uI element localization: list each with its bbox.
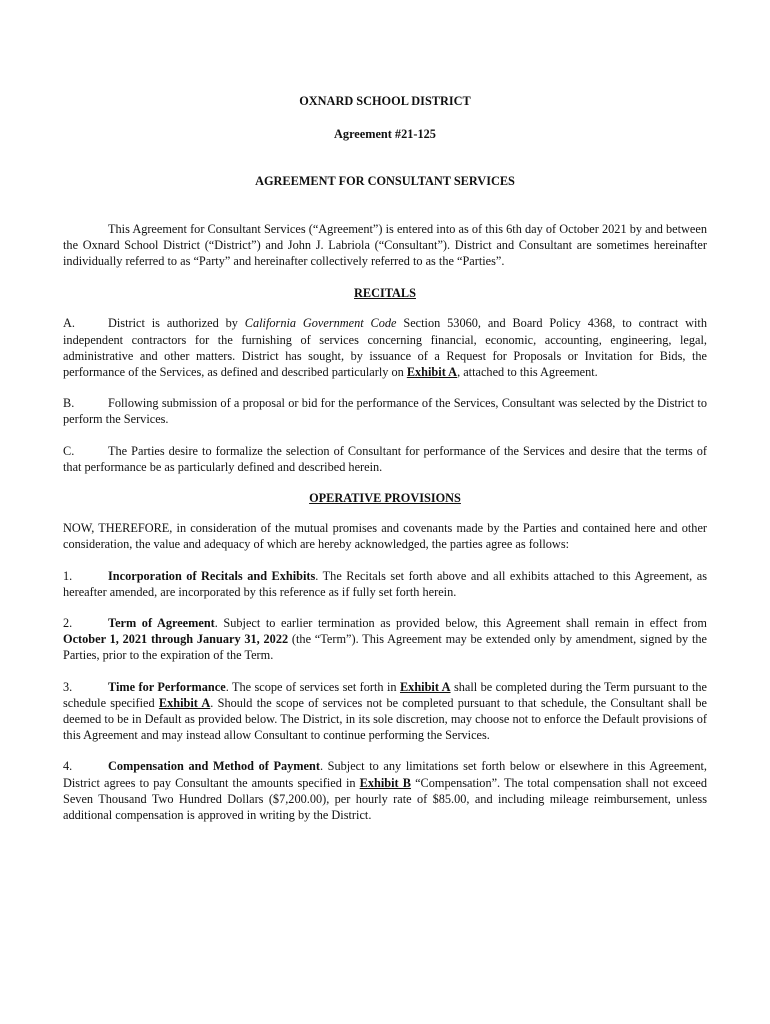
exhibit-a-reference: Exhibit A <box>158 695 211 710</box>
provision-1-title: Incorporation of Recitals and Exhibits <box>108 568 316 583</box>
recital-a-label: A. <box>63 316 75 331</box>
document-title: AGREEMENT FOR CONSULTANT SERVICES <box>255 174 515 189</box>
district-name: OXNARD SCHOOL DISTRICT <box>299 94 471 108</box>
code-citation: California Government Code <box>244 316 397 331</box>
provision-4-title: Compensation and Method of Payment <box>108 759 320 774</box>
document-body <box>63 93 707 838</box>
recital-b: B. Following submission of a proposal or bid for the performance of the Services, Consultant was selected by the District to perform the Services. <box>63 396 707 427</box>
provision-2-title: Term of Agreement <box>108 616 215 631</box>
provision-4-number: 4. <box>63 759 73 774</box>
provision-4: 4. Compensation and Method of Payment. Subject to any limitations set forth below or elsewhere in this Agreement, District agrees to pay Consultant the amounts specified in Exhibit B “Compensation”. The total compensation shall not exceed Seven Thousand Two Hundred Dollars ($7,200.00), per hourly rate of $85.00, and including mileage reimbursement, unless additional compensation is approved in writing by the District. <box>63 759 707 823</box>
provision-2-number: 2. <box>63 616 73 631</box>
exhibit-a-reference: Exhibit A <box>399 679 451 694</box>
operative-provisions-heading: OPERATIVE PROVISIONS <box>309 491 461 506</box>
exhibit-b-reference: Exhibit B <box>359 775 411 790</box>
provision-1: 1. Incorporation of Recitals and Exhibits. The Recitals set forth above and all exhibits attached to this Agreement, as hereafter amended, are incorporated by this reference as if fully set forth herein. <box>63 568 707 599</box>
recital-c: C. The Parties desire to formalize the selection of Consultant for performance of the Services and desire that the terms of that performance be as particularly defined and described herein. <box>63 443 707 474</box>
provision-3-number: 3. <box>63 679 73 694</box>
operative-preamble: NOW, THEREFORE, in consideration of the mutual promises and covenants made by the Parties and contained here and other consideration, the value and adequacy of which are hereby acknowledged, the parties agree as follows: <box>63 521 707 552</box>
term-dates: October 1, 2021 through January 31, 2022 <box>63 632 289 647</box>
provision-3: 3. Time for Performance. The scope of services set forth in Exhibit A shall be completed during the Term pursuant to the schedule specified Exhibit A. Should the scope of services not be completed pursuant to that schedule, the Consultant shall be deemed to be in Default as provided below. The District, in its sole discretion, may choose not to enforce the Default provisions of this Agreement and may instead allow Consultant to continue performing the Services. <box>63 679 708 743</box>
provision-2: 2. Term of Agreement. Subject to earlier termination as provided below, this Agreement shall remain in effect from October 1, 2021 through January 31, 2022 (the “Term”). This Agreement may be extended only by amendment, signed by the Parties, prior to the expiration of the Term. <box>63 616 707 663</box>
agreement-number: Agreement #21-125 <box>334 127 436 142</box>
recital-c-label: C. <box>63 443 75 458</box>
provision-1-number: 1. <box>63 568 73 583</box>
recitals-heading: RECITALS <box>354 286 416 301</box>
exhibit-a-reference: Exhibit A <box>406 365 458 380</box>
recital-a: A. District is authorized by California Government Code Section 53060, and Board Policy 4368, to contract with independent contractors for the furnishing of services concerning financial, economic, accounting, engineering, legal, administrative and other matters. District has sought, by issuance of a Request for Proposals or Invitation for Bids, the performance of the Services, as defined and described particularly on Exhibit A, attached to this Agreement. <box>63 316 708 380</box>
intro-paragraph: This Agreement for Consultant Services (“Agreement”) is entered into as of this 6th day of October 2021 by and between the Oxnard School District (“District”) and John J. Labriola (“Consultant”). District and Consultant are sometimes hereinafter individually referred to as “Party” and hereinafter collectively referred to as the “Parties”. <box>63 221 707 269</box>
recital-b-label: B. <box>63 396 75 411</box>
provision-3-title: Time for Performance <box>108 679 226 694</box>
